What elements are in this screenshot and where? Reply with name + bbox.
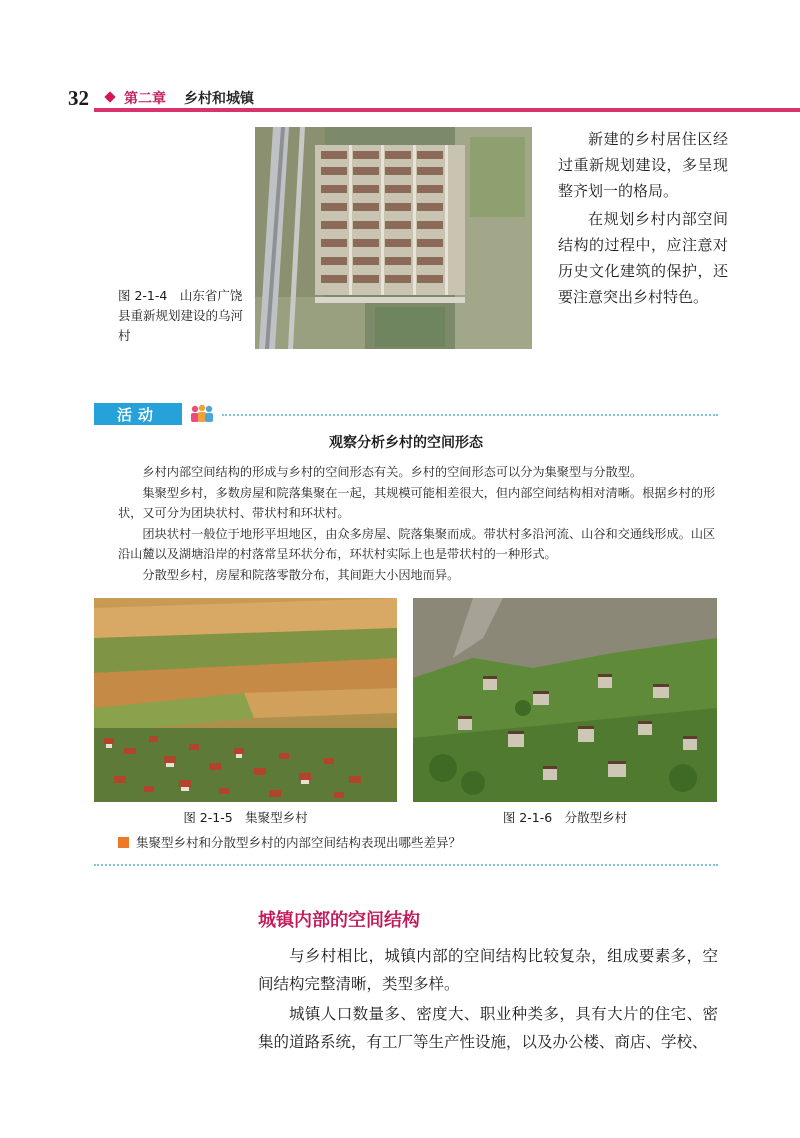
activity-body — [118, 462, 716, 585]
figure-2-1-4-caption: 图 2-1-4 山东省广饶县重新规划建设的乌河村 — [118, 288, 244, 343]
figure-2-1-6-caption: 图 2-1-6 分散型乡村 — [502, 810, 628, 825]
activity-title: 观察分析乡村的空间形态 — [329, 435, 483, 451]
page-number: 32 — [68, 86, 89, 110]
town-paragraph: 与乡村相比，城镇内部的空间结构比较复杂，组成要素多，空间结构完整清晰，类型多样。 — [258, 947, 718, 993]
clustered-village-photo — [94, 598, 397, 802]
town-paragraph: 城镇人口数量多、密度大、职业种类多，具有大片的住宅、密集的道路系统，有工厂等生产性设施，以及办公楼、商店、学校、 — [258, 1005, 718, 1051]
town-body — [258, 942, 718, 1058]
activity-paragraph: 分散型乡村，房屋和院落零散分布，其间距大小因地而异。 — [142, 567, 460, 582]
scattered-village-photo — [413, 598, 717, 802]
header-rule — [94, 108, 800, 112]
activity-top-divider — [222, 414, 718, 416]
header-diamond-icon — [104, 91, 115, 102]
activity-paragraph: 集聚型乡村，多数房屋和院落集聚在一起，其规模可能相差很大，但内部空间结构相对清晰。根据乡村的形状，又可分为团块状村、带状村和环状村。 — [118, 485, 716, 520]
chapter-title: 乡村和城镇 — [184, 91, 254, 107]
group-people-icon — [188, 402, 216, 426]
activity-question: 集聚型乡村和分散型乡村的内部空间结构表现出哪些差异？ — [136, 835, 462, 850]
activity-bottom-divider — [94, 864, 718, 866]
section-heading: 城镇内部的空间结构 — [258, 910, 420, 931]
aerial-village-photo — [255, 127, 532, 349]
chapter-label: 第二章 — [124, 91, 166, 107]
question-marker-icon — [118, 837, 129, 848]
side-text — [558, 126, 728, 312]
figure-2-1-5-caption: 图 2-1-5 集聚型乡村 — [183, 810, 308, 825]
activity-paragraph: 乡村内部空间结构的形成与乡村的空间形态有关。乡村的空间形态可以分为集聚型与分散型。 — [142, 465, 643, 479]
activity-badge: 活动 — [94, 403, 182, 425]
side-paragraph: 在规划乡村内部空间结构的过程中，应注意对历史文化建筑的保护，还要注意突出乡村特色。 — [558, 210, 728, 306]
activity-paragraph: 团块状村一般位于地形平坦地区，由众多房屋、院落集聚而成。带状村多沿河流、山谷和交通线形成。山区沿山麓以及湖塘沿岸的村落常呈环状分布，环状村实际上也是带状村的一种形式。 — [118, 526, 716, 561]
side-paragraph: 新建的乡村居住区经过重新规划建设，多呈现整齐划一的格局。 — [558, 130, 728, 200]
